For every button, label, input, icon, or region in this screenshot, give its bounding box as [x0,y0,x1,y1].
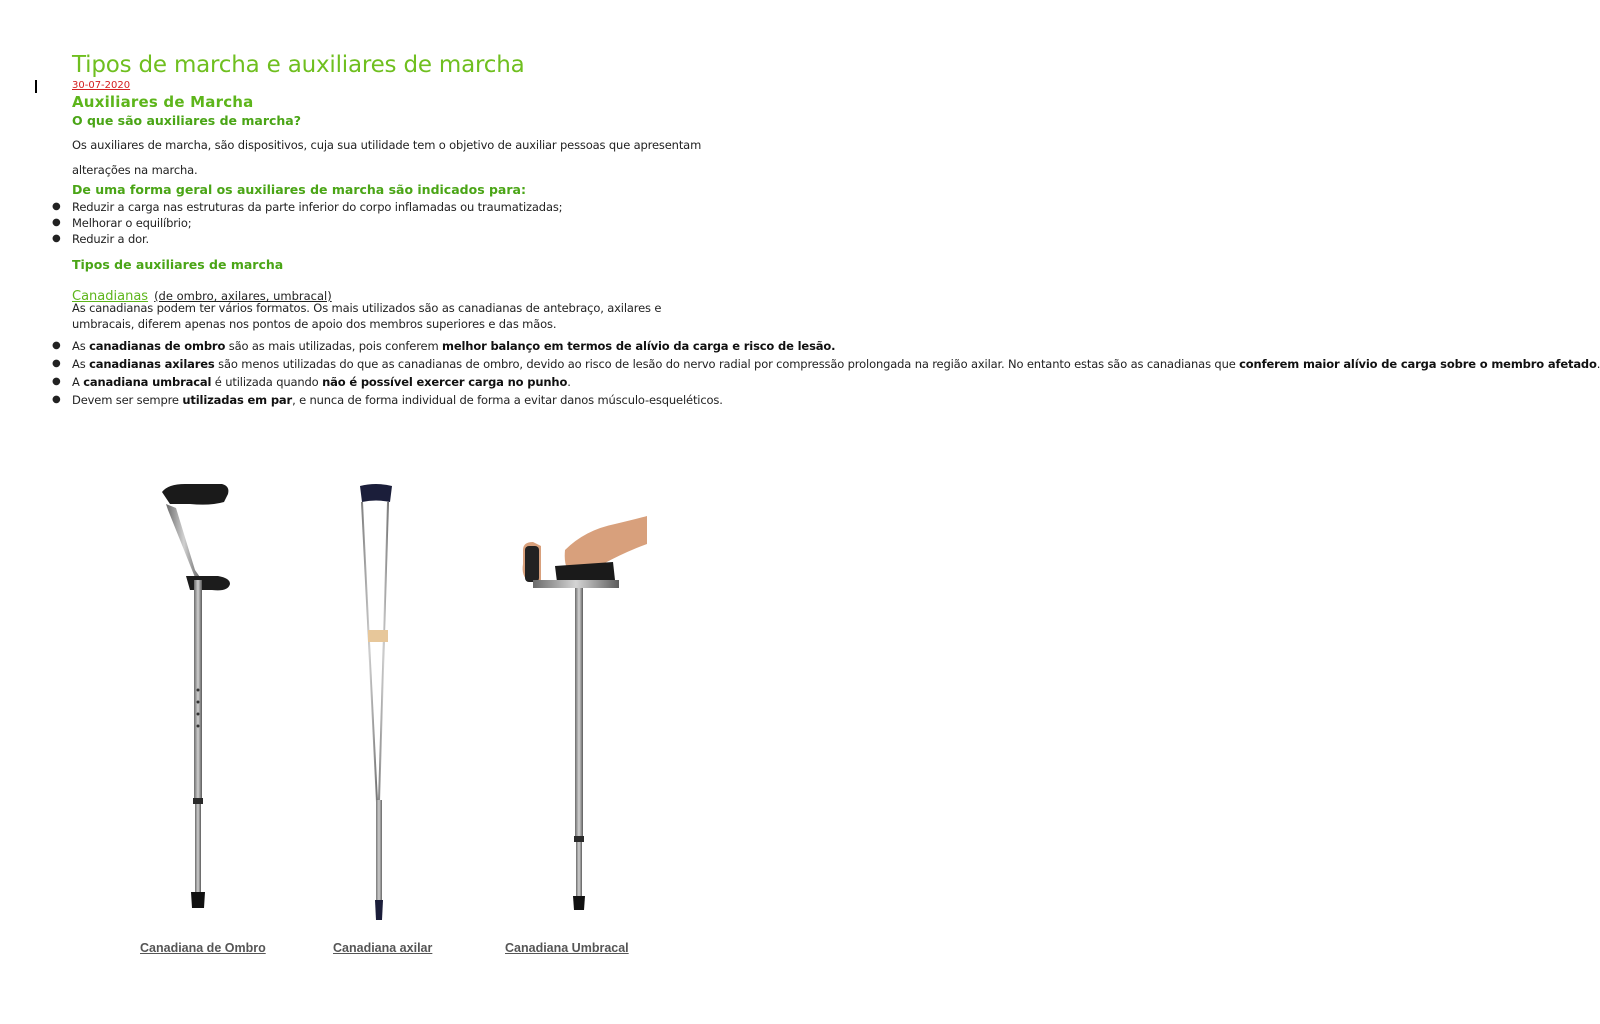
canadianas-bullets [52,338,1600,410]
intro-line-1: Os auxiliares de marcha, são dispositivos, cuja sua utilidade tem o objetivo de auxiliar pessoas que apresentam [72,138,702,152]
bullet-icon: ● [52,201,61,212]
canadianas-link[interactable]: Canadianas [72,289,149,304]
forearm-crutch-image [150,480,240,910]
list-item: ● As canadianas axilares são menos utilizadas do que as canadianas de ombro, devido ao risco de lesão do nervo radial por compressão prolongada na região axilar. No entanto estas são as canadianas que conferem maior alívio de carga sobre o membro afetado. [52,357,1600,371]
list-item: ● Reduzir a carga nas estruturas da parte inferior do corpo inflamadas ou traumatizadas; [52,200,563,214]
page-title: Tipos de marcha e auxiliares de marcha [72,52,525,78]
canadianas-description: As canadianas podem ter vários formatos. Os mais utilizados são as canadianas de antebraço, axilares e umbracais, diferem apenas nos pontos de apoio dos membros superiores e das mãos. [72,301,662,331]
bullet-icon: ● [52,376,61,387]
question-heading: O que são auxiliares de marcha? [72,113,301,128]
section-heading: Auxiliares de Marcha [72,93,254,111]
platform-crutch-image [515,480,655,910]
list-item: ● Devem ser sempre utilizadas em par, e nunca de forma individual de forma a evitar danos músculo-esqueléticos. [52,393,723,407]
bullet-icon: ● [52,358,61,369]
axillary-crutch-image [338,480,418,925]
intro-line-2: alterações na marcha. [72,163,198,177]
caption-forearm-crutch[interactable]: Canadiana de Ombro [140,941,266,955]
list-item: ● As canadianas de ombro são as mais utilizadas, pois conferem melhor balanço em termos de alívio da carga e risco de lesão. [52,339,836,353]
indications-heading: De uma forma geral os auxiliares de marcha são indicados para: [72,182,526,197]
canadianas-types: (de ombro, axilares, umbracal) [154,289,332,303]
types-heading: Tipos de auxiliares de marcha [72,257,284,272]
post-date[interactable]: 30-07-2020 [72,80,131,91]
indications-list [52,199,562,247]
list-item: ● Reduzir a dor. [52,232,150,246]
caption-axillary-crutch[interactable]: Canadiana axilar [333,941,433,955]
list-item: ● A canadiana umbracal é utilizada quando não é possível exercer carga no punho. [52,375,571,389]
bullet-icon: ● [52,233,61,244]
text-cursor [35,80,37,93]
bullet-icon: ● [52,394,61,405]
bullet-icon: ● [52,340,61,351]
bullet-icon: ● [52,217,61,228]
list-item: ● Melhorar o equilíbrio; [52,216,192,230]
caption-platform-crutch[interactable]: Canadiana Umbracal [505,941,629,955]
